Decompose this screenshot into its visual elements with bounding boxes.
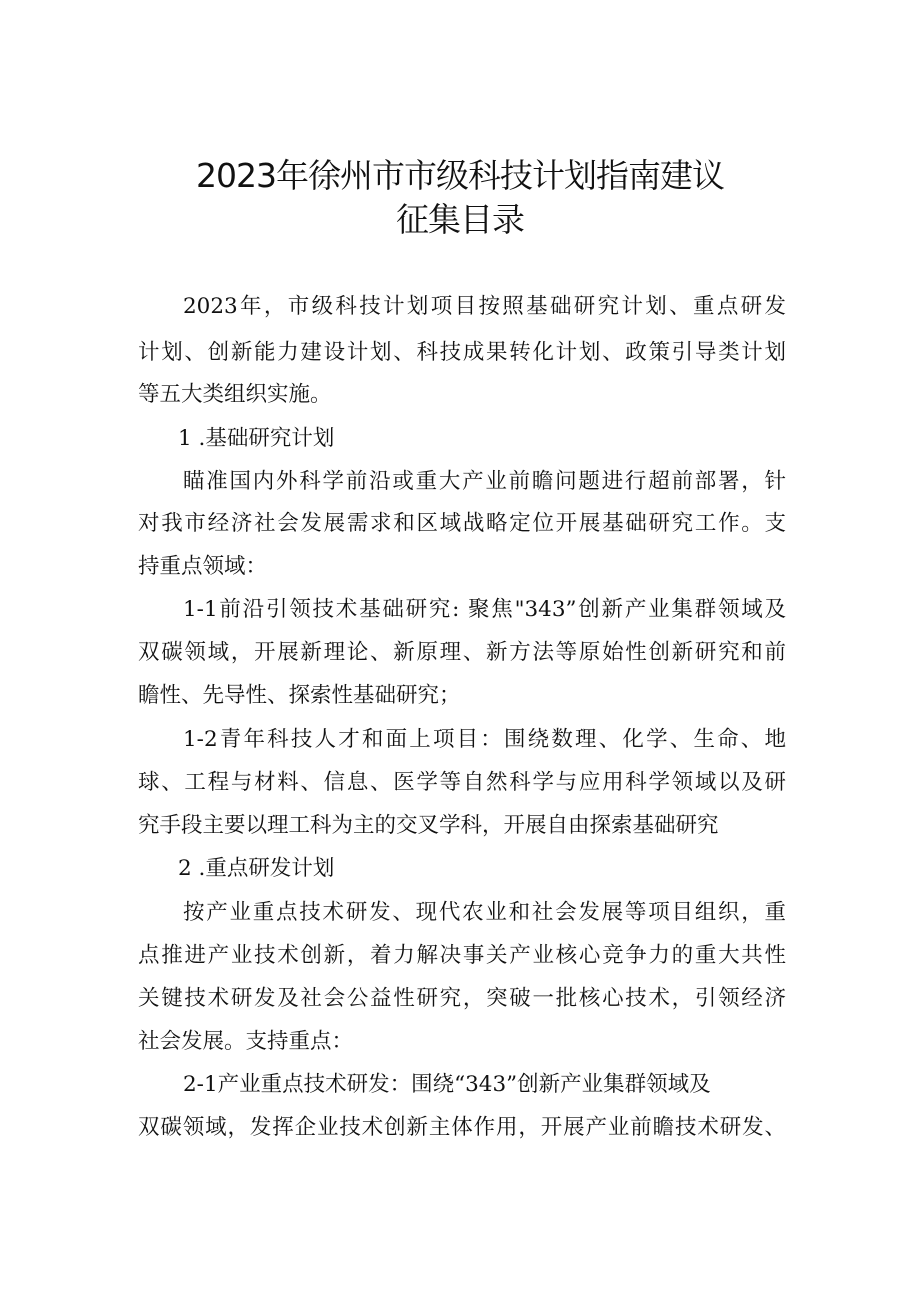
paragraph-line: 双碳领域，发挥企业技术创新主体作用，开展产业前瞻技术研发、 (138, 1115, 786, 1140)
section-heading: 2 .重点研发计划 (178, 856, 335, 881)
paragraph-line: 社会发展。支持重点： (138, 1029, 354, 1054)
paragraph-line: 持重点领域： (138, 554, 268, 579)
paragraph-line: 计划、创新能力建设计划、科技成果转化计划、政策引导类计划 (138, 340, 786, 365)
paragraph-line: 瞻性、先导性、探索性基础研究； (138, 683, 461, 708)
document-title-line-2: 征集目录 (396, 200, 524, 239)
paragraph-line: 1-1前沿引领技术基础研究: 聚焦"343”创新产业集群领域及 (183, 597, 786, 622)
paragraph-line: 2-1产业重点技术研发：围绕“343”创新产业集群领域及 (183, 1072, 711, 1097)
paragraph-line: 按产业重点技术研发、现代农业和社会发展等项目组织，重 (183, 900, 786, 925)
paragraph-line: 究手段主要以理工科为主的交叉学科，开展自由探索基础研究 (138, 813, 719, 838)
paragraph-line: 双碳领域，开展新理论、新原理、新方法等原始性创新研究和前 (138, 640, 786, 665)
paragraph-line: 对我市经济社会发展需求和区域战略定位开展基础研究工作。支 (138, 511, 786, 536)
paragraph-line: 2023年，市级科技计划项目按照基础研究计划、重点研发 (183, 294, 786, 319)
paragraph-line: 1-2青年科技人才和面上项目：围绕数理、化学、生命、地 (183, 727, 786, 752)
paragraph-line: 瞄准国内外科学前沿或重大产业前瞻问题进行超前部署，针 (183, 469, 786, 494)
document-title-line-1: 2023年徐州市市级科技计划指南建议 (196, 156, 724, 195)
section-heading: 1 .基础研究计划 (178, 426, 335, 451)
paragraph-line: 点推进产业技术创新，着力解决事关产业核心竞争力的重大共性 (138, 943, 786, 968)
paragraph-line: 等五大类组织实施。 (138, 382, 332, 407)
paragraph-line: 球、工程与材料、信息、医学等自然科学与应用科学领域以及研 (138, 770, 786, 795)
paragraph-line: 关键技术研发及社会公益性研究，突破一批核心技术，引领经济 (138, 986, 786, 1011)
